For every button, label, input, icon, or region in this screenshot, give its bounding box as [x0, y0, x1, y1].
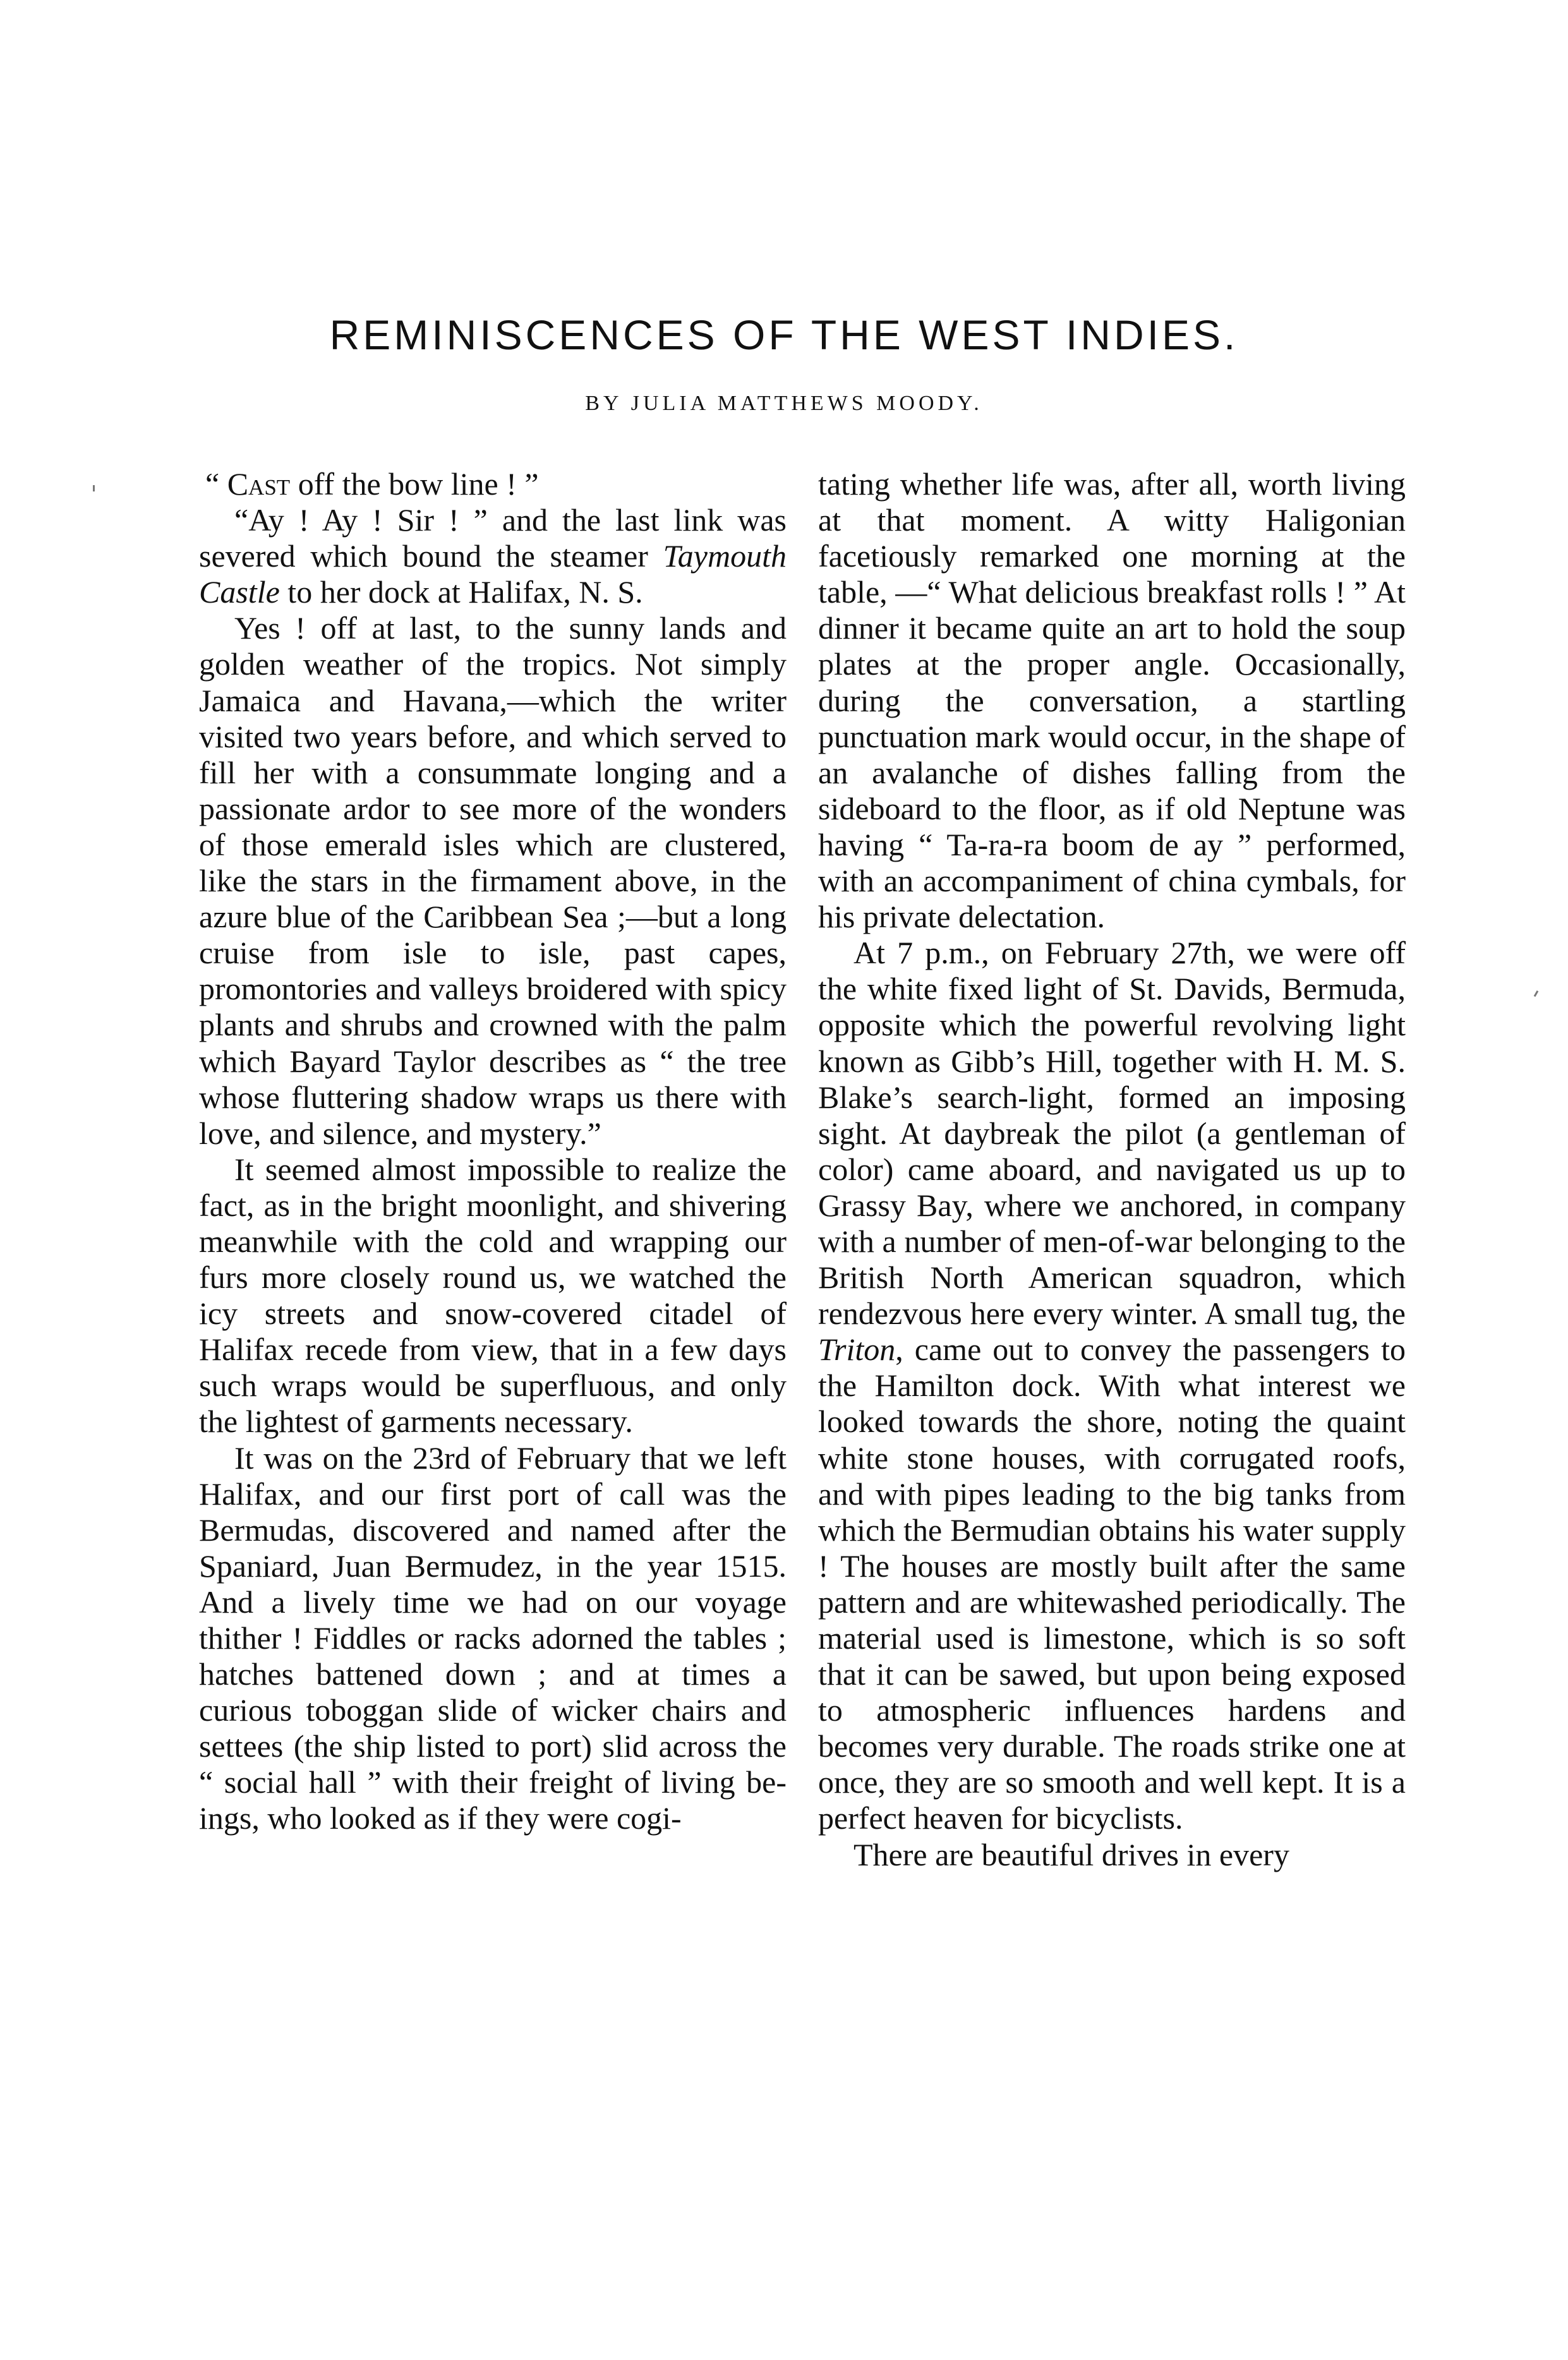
paragraph-8: There are beautiful drives in every — [853, 1836, 1289, 1872]
tug-name: Triton — [818, 1332, 896, 1368]
paragraph-7: At 7 p.m., on February 27th, we were off the white fixed light of St. Davids, Bermuda, opposite which the powerful revolving light known as Gibb’s Hill, together with H. M. S. Blake’s search-light, formed an imposing sight. At daybreak the pilot (a gentleman of color) came aboard, and navigated us up to Grassy Bay, where we anchored, in company with a number of men-of-war belonging to the British North American squadron, which rendezvous here every winter. A small tug, the Triton, came out to convey the passengers to the Hamilton dock. With what interest we looked towards the shore, noting the quaint white stone houses, with corrugated roofs, and with pipes leading to the big tanks from which the Bermudian obtains his water supply ! The houses are mostly built after the same pattern and are whitewashed periodically. The material used is limestone, which is so soft that it can be sawed, but upon being exposed to atmospheric influences hardens and becomes very durable. The roads strike one at once, they are so smooth and well kept. It is a perfect heaven for bicyclists. — [818, 935, 1406, 1836]
open-quote: “ — [205, 466, 227, 502]
article-title: REMINISCENCES OF THE WEST INDIES. — [329, 311, 1239, 358]
byline: BY JULIA MATTHEWS MOODY. — [585, 392, 983, 415]
paragraph-3: Yes ! off at last, to the sunny lands and golden weather of the tropics. Not simply Jamaica and Havana,—which the writer visited two years before, and which served to fill her with a consummate longing and a passionate ardor to see more of the wonders of those emerald isles which are clustered, like the stars in the firmament above, in the azure blue of the Caribbean Sea ;—but a long cruise from isle to isle, past capes, promontories and valleys broidered with spicy plants and shrubs and crowned with the palm which Bayard Taylor describes as “ the tree whose fluttering shadow wraps us there with love, and silence, and mystery.” — [199, 610, 787, 1151]
paragraph-6: tating whether life was, after all, worth living at that moment. A witty Haligonian facetiously remarked one morning at the table, —“ What delicious breakfast rolls ! ” At dinner it became quite an art to hold the soup plates at the proper angle. Occasionally, during the conversation, a startling punctuation mark would occur, in the shape of an avalanche of dishes falling from the sideboard to the floor, as if old Neptune was having “ Ta-ra-ra boom de ay ” performed, with an accompaniment of china cymbals, for his private delectation. — [818, 466, 1406, 935]
paragraph-5: It was on the 23rd of February that we left Halifax, and our first port of call was the Bermudas, discovered and named after the Spaniard, Juan Bermudez, in the year 1515. And a lively time we had on our voyage thither ! Fiddles or racks adorned the tables ; hatches battened down ; and at times a curious toboggan slide of wicker chairs and settees (the ship listed to port) slid across the “ social hall ” with their freight of living beings, who looked as if they were cogi- — [199, 1440, 787, 1836]
right-column — [818, 466, 1406, 1873]
paragraph-1-text: off the bow line ! ” — [290, 466, 539, 502]
ship-name: Taymouth Castle — [199, 538, 787, 610]
paragraph-1 — [199, 466, 787, 502]
left-column — [199, 466, 787, 1837]
paragraph-2: “Ay ! Ay ! Sir ! ” and the last link was severed which bound the steamer Taymouth Castle to her dock at Halifax, N. S. — [199, 502, 787, 610]
stray-mark — [1534, 990, 1539, 997]
paragraph-4: It seemed almost impossible to realize the fact, as in the bright moonlight, and shivering meanwhile with the cold and wrapping our furs more closely round us, we watched the icy streets and snow-covered citadel of Halifax recede from view, that in a few days such wraps would be superfluous, and only the lightest of garments necessary. — [199, 1151, 787, 1440]
stray-mark — [93, 485, 95, 491]
drop-word: Cast — [227, 466, 291, 502]
